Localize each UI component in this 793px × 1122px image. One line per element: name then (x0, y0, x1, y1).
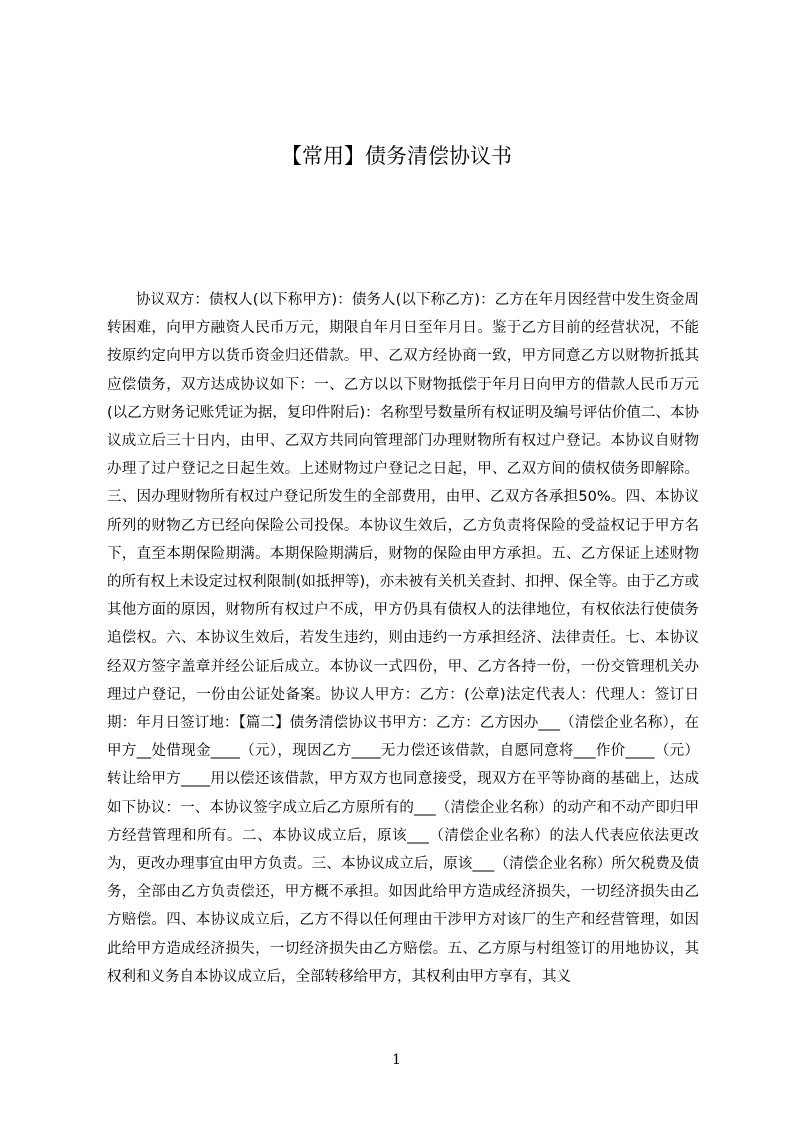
document-body: 协议双方：债权人(以下称甲方)：债务人(以下称乙方)：乙方在年月因经营中发生资金周转困难，向甲方融资人民币万元，期限自年月日至年月日。鉴于乙方目前的经营状况，不能按原约定向甲方以货币资金归还借款。甲、乙双方经协商一致，甲方同意乙方以财物折抵其应偿债务，双方达成协议如下：一、乙方以以下财物抵偿于年月日向甲方的借款人民币万元(以乙方财务记账凭证为据，复印件附后)：名称型号数量所有权证明及编号评估价值二、本协议成立后三十日内，由甲、乙双方共同向管理部门办理财物所有权过户登记。本协议自财物办理了过户登记之日起生效。上述财物过户登记之日起，甲、乙双方间的债权债务即解除。三、因办理财物所有权过户登记所发生的全部费用，由甲、乙双方各承担50%。四、本协议所列的财物乙方已经向保险公司投保。本协议生效后，乙方负责将保险的受益权记于甲方名下，直至本期保险期满。本期保险期满后，财物的保险由甲方承担。五、乙方保证上述财物的所有权上未设定过权利限制(如抵押等)，亦未被有关机关查封、扣押、保全等。由于乙方或其他方面的原因，财物所有权过户不成，甲方仍具有债权人的法律地位，有权依法行使债务追偿权。六、本协议生效后，若发生违约，则由违约一方承担经济、法律责任。七、本协议经双方签字盖章并经公证后成立。本协议一式四份，甲、乙方各持一份，一份交管理机关办理过户登记，一份由公证处备案。协议人甲方：乙方：(公章)法定代表人：代理人：签订日期：年月日签订地：【篇二】债务清偿协议书甲方：乙方：乙方因办___（清偿企业名称），在甲方__处借现金____（元），现因乙方____无力偿还该借款，自愿同意将___作价____（元）转让给甲方____用以偿还该借款，甲方双方也同意接受，现双方在平等协商的基础上，达成如下协议：一、本协议签字成立后乙方原所有的___（清偿企业名称）的动产和不动产即归甲方经营管理和所有。二、本协议成立后，原该___（清偿企业名称）的法人代表应依法更改为，更改办理事宜由甲方负责。三、本协议成立后，原该___（清偿企业名称）所欠税费及债务，全部由乙方负责偿还，甲方概不承担。如因此给甲方造成经济损失，一切经济损失由乙方赔偿。四、本协议成立后，乙方不得以任何理由干涉甲方对该厂的生产和经营管理，如因此给甲方造成经济损失，一切经济损失由乙方赔偿。五、乙方原与村组签订的用地协议，其权利和义务自本协议成立后，全部转移给甲方，其权利由甲方享有，其义 (107, 292, 699, 985)
page-number: 1 (392, 1052, 401, 1068)
document-title: 【常用】债务清偿协议书 (281, 144, 512, 168)
